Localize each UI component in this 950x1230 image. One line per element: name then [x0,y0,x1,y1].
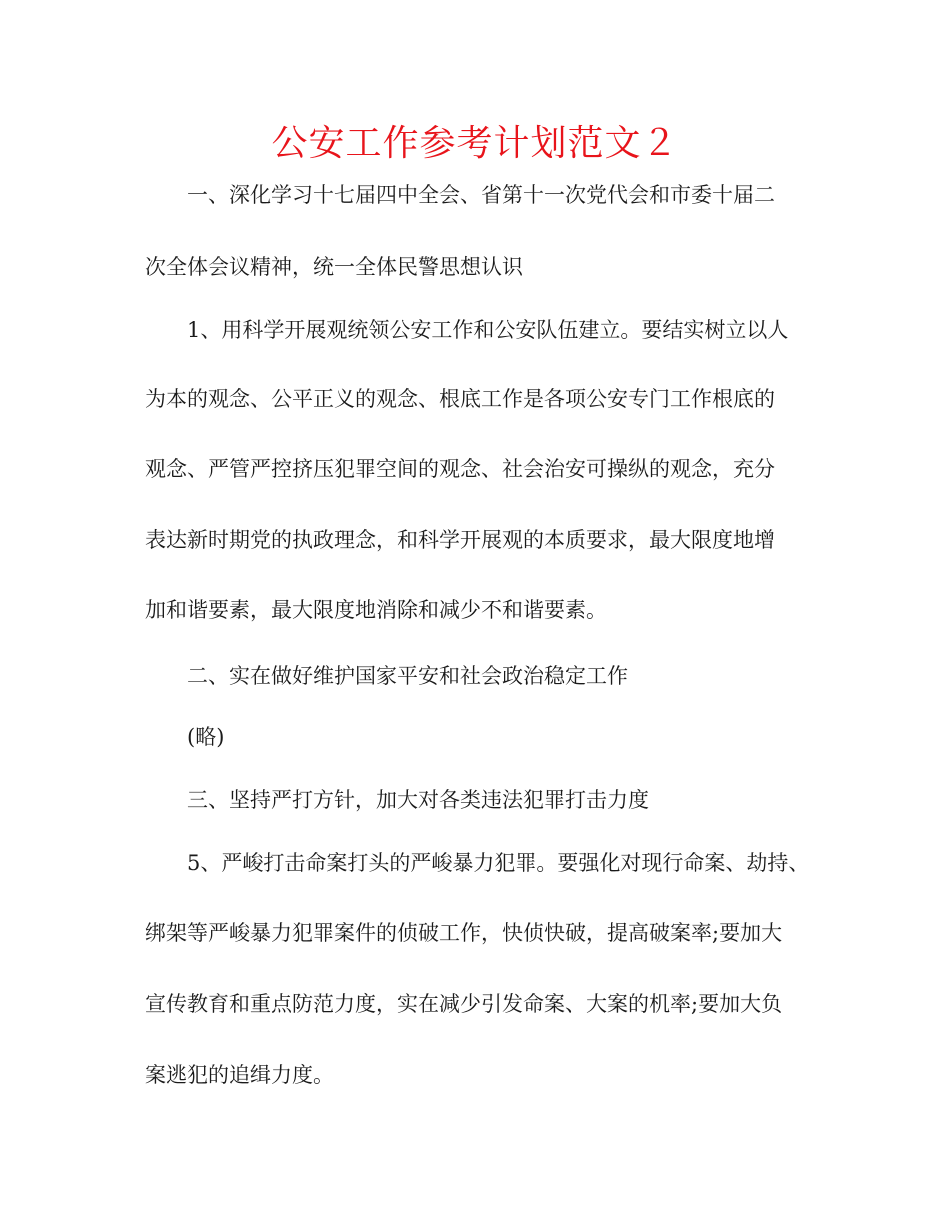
document-title: 公安工作参考计划范文２ [271,123,679,164]
paragraph-line: 观念、严管严控挤压犯罪空间的观念、社会治安可操纵的观念，充分 [145,457,775,481]
section-heading: 二、实在做好维护国家平安和社会政治稳定工作 [187,664,628,688]
paragraph-line: 次全体会议精神，统一全体民警思想认识 [145,255,523,279]
paragraph-line: 加和谐要素，最大限度地消除和减少不和谐要素。 [145,598,607,622]
paragraph-line: 5、严峻打击命案打头的严峻暴力犯罪。要强化对现行命案、劫持、 [187,851,810,875]
paragraph-line: (略) [187,725,225,749]
paragraph-line: 绑架等严峻暴力犯罪案件的侦破工作，快侦快破，提高破案率;要加大 [145,921,783,945]
paragraph-line: 案逃犯的追缉力度。 [145,1063,334,1087]
section-heading: 三、坚持严打方针，加大对各类违法犯罪打击力度 [187,788,649,812]
paragraph-line: 表达新时期党的执政理念，和科学开展观的本质要求，最大限度地增 [145,528,775,552]
paragraph-line: 一、深化学习十七届四中全会、省第十一次党代会和市委十届二 [187,183,775,207]
paragraph-line: 为本的观念、公平正义的观念、根底工作是各项公安专门工作根底的 [145,387,775,411]
paragraph-line: 宣传教育和重点防范力度，实在减少引发命案、大案的机率;要加大负 [145,992,783,1016]
paragraph-line: 1、用科学开展观统领公安工作和公安队伍建立。要结实树立以人 [187,318,789,342]
